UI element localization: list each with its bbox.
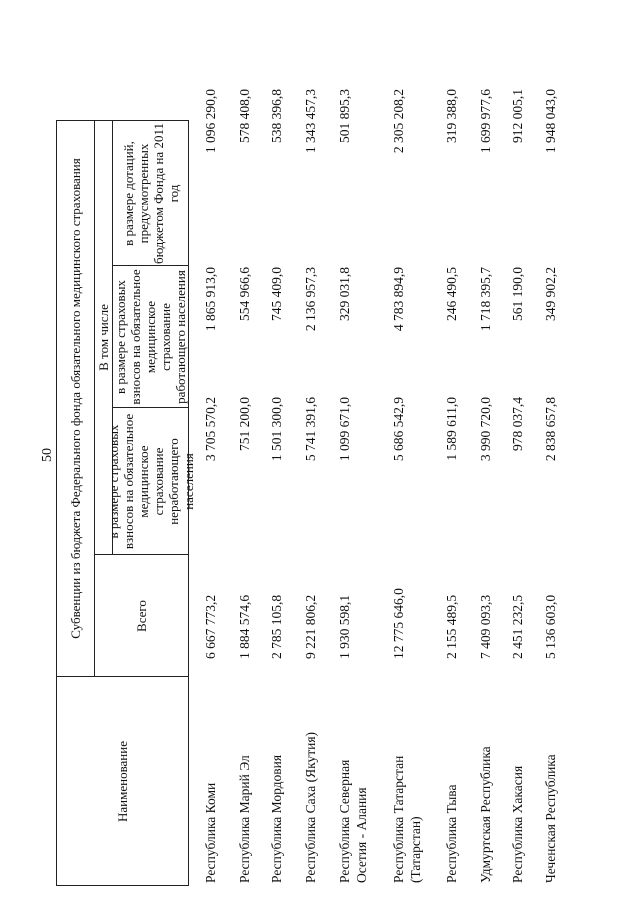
subsidies-value: 319 388,0 <box>444 89 459 143</box>
total-value: 2 155 489,5 <box>444 594 459 659</box>
total-value: 1 930 598,1 <box>337 594 352 659</box>
working-value: 1 718 395,7 <box>478 267 493 332</box>
nonworking-value: 978 037,4 <box>510 397 525 451</box>
nonworking-value: 3 990 720,0 <box>478 397 493 462</box>
region-name: Республика Саха (Якутия) <box>303 731 318 883</box>
subsidies-value: 2 305 208,2 <box>391 89 406 154</box>
subsidies-value: 912 005,1 <box>510 89 525 143</box>
total-value: 1 884 574,6 <box>237 594 252 659</box>
total-value: 2 785 105,8 <box>269 594 284 659</box>
working-value: 2 136 957,3 <box>303 267 318 332</box>
total-value: 12 775 646,0 <box>391 588 406 659</box>
header-subgroup: В том числе <box>95 304 111 371</box>
subsidies-value: 1 343 457,3 <box>303 89 318 154</box>
region-name: Республика Тыва <box>444 784 459 883</box>
region-name: Республика Мордовия <box>269 754 284 883</box>
working-value: 4 783 894,9 <box>391 267 406 332</box>
region-name: Чеченская Республика <box>543 754 558 883</box>
total-value: 5 136 603,0 <box>543 594 558 659</box>
header-col-nonworking: в размере страховых взносов на обязательное медицинское страхование неработающего населения <box>105 413 196 550</box>
total-value: 6 667 773,2 <box>203 594 218 659</box>
subsidies-value: 1 699 977,6 <box>478 89 493 154</box>
header-group: Субвенции из бюджета Федерального фонда обязательного медицинского страхования <box>67 158 83 639</box>
page-number: 50 <box>40 448 55 462</box>
header-col-working: в размере страховых взносов на обязательное медицинское страхование работающего населения <box>113 269 188 405</box>
subsidies-value: 538 396,8 <box>269 89 284 143</box>
working-value: 246 490,5 <box>444 267 459 321</box>
nonworking-value: 751 200,0 <box>237 397 252 451</box>
nonworking-value: 5 686 542,9 <box>391 397 406 462</box>
working-value: 745 409,0 <box>269 267 284 321</box>
region-name: Республика Татарстан (Татарстан) <box>391 755 423 883</box>
region-name: Республика Коми <box>203 782 218 883</box>
total-value: 7 409 093,3 <box>478 594 493 659</box>
total-value: 2 451 232,5 <box>510 594 525 659</box>
header-total: Всего <box>134 600 149 632</box>
table-header <box>56 120 196 886</box>
region-name: Республика Хакасия <box>510 765 525 883</box>
subsidies-value: 578 408,0 <box>237 89 252 143</box>
nonworking-value: 2 838 657,8 <box>543 397 558 462</box>
header-col-subsidies: в размере дотаций, предусмотренных бюджетом Фонда на 2011 год <box>120 123 181 264</box>
region-name: Республика Северная Осетия - Алания <box>337 759 369 883</box>
working-value: 561 190,0 <box>510 267 525 321</box>
working-value: 1 865 913,0 <box>203 267 218 332</box>
nonworking-value: 1 589 611,0 <box>444 397 459 461</box>
nonworking-value: 5 741 391,6 <box>303 397 318 462</box>
subsidies-value: 1 948 043,0 <box>543 89 558 154</box>
nonworking-value: 1 099 671,0 <box>337 397 352 462</box>
nonworking-value: 1 501 300,0 <box>269 397 284 462</box>
region-name: Удмуртская Республика <box>478 746 493 883</box>
header-name: Наименование <box>115 741 130 822</box>
subsidies-value: 1 096 290,0 <box>203 89 218 154</box>
total-value: 9 221 806,2 <box>303 594 318 659</box>
nonworking-value: 3 705 570,2 <box>203 397 218 462</box>
working-value: 329 031,8 <box>337 267 352 321</box>
region-name: Республика Марий Эл <box>237 755 252 883</box>
working-value: 554 966,6 <box>237 267 252 321</box>
working-value: 349 902,2 <box>543 267 558 321</box>
subsidies-value: 501 895,3 <box>337 89 352 143</box>
